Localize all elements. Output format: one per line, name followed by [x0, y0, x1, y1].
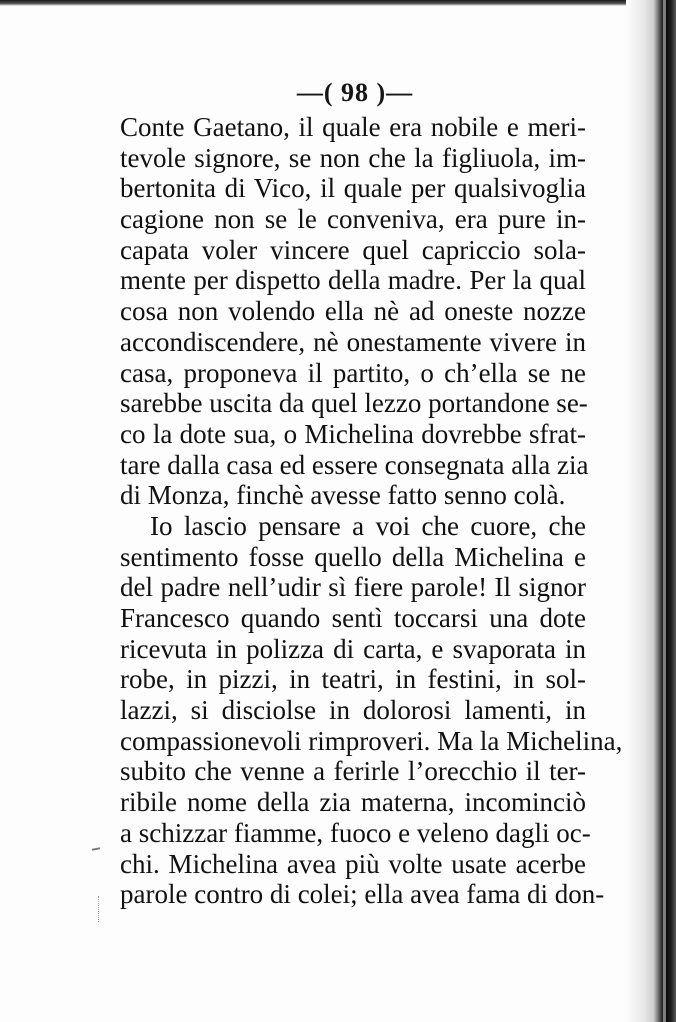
text-line: capata voler vincere quel capriccio sola- [120, 234, 586, 265]
book-spine-edge [626, 0, 676, 1022]
text-line: co la dote sua, o Michelina dovrebbe sfrat- [120, 418, 586, 449]
text-line: cagione non se le conveniva, era pure in- [120, 204, 586, 235]
text-line: sentimento fosse quello della Michelina e [120, 541, 586, 572]
text-line: mente per dispetto della madre. Per la qual [120, 265, 586, 296]
margin-specks [98, 896, 101, 922]
text-line: Francesco quando sentì toccarsi una dote [120, 603, 586, 633]
text-line: cosa non volendo ella nè ad oneste nozze [120, 296, 586, 327]
spine-highlight [663, 0, 666, 1022]
page-top-edge [0, 0, 676, 6]
text-line: parole contro di colei; ella avea fama di don- [120, 879, 605, 910]
text-line: robe, in pizzi, in teatri, in festini, in sol- [120, 664, 586, 695]
page-number-header: —( 98 )— [296, 78, 414, 107]
text-line: tevole signore, se non che la figliuola, im- [120, 142, 586, 173]
text-line: chi. Michelina avea più volte usate acerbe [120, 848, 586, 879]
text-line: tare dalla casa ed essere consegnata alla zia [120, 449, 589, 480]
margin-pencil-mark [92, 847, 100, 851]
text-line: casa, proponeva il partito, o ch’ella se ne [120, 357, 586, 388]
text-line: ricevuta in polizza di carta, e svaporata in [120, 633, 586, 664]
text-line: sarebbe uscita da quel lezzo portandone se- [120, 388, 588, 419]
text-line-paragraph-start: Io lascio pensare a voi che cuore, che [150, 510, 586, 541]
text-line: Conte Gaetano, il quale era nobile e meri- [120, 112, 586, 142]
text-line: lazzi, si disciolse in dolorosi lamenti, in [120, 695, 586, 726]
text-line: compassionevoli rimproveri. Ma la Michelina, [120, 725, 623, 756]
text-line: ribile nome della zia materna, incominciò [120, 787, 586, 818]
text-line: subito che venne a ferirle l’orecchio il ter- [120, 756, 586, 787]
text-line: a schizzar fiamme, fuoco e veleno dagli oc- [120, 817, 591, 848]
text-line: del padre nell’udir sì fiere parole! Il signor [120, 572, 586, 603]
text-line: bertonita di Vico, il quale per qualsivoglia [120, 173, 586, 204]
text-line-paragraph-end: di Monza, finchè avesse fatto senno colà. [120, 480, 566, 511]
text-line: accondiscendere, nè onestamente vivere in [120, 326, 586, 357]
body-text [120, 112, 623, 910]
